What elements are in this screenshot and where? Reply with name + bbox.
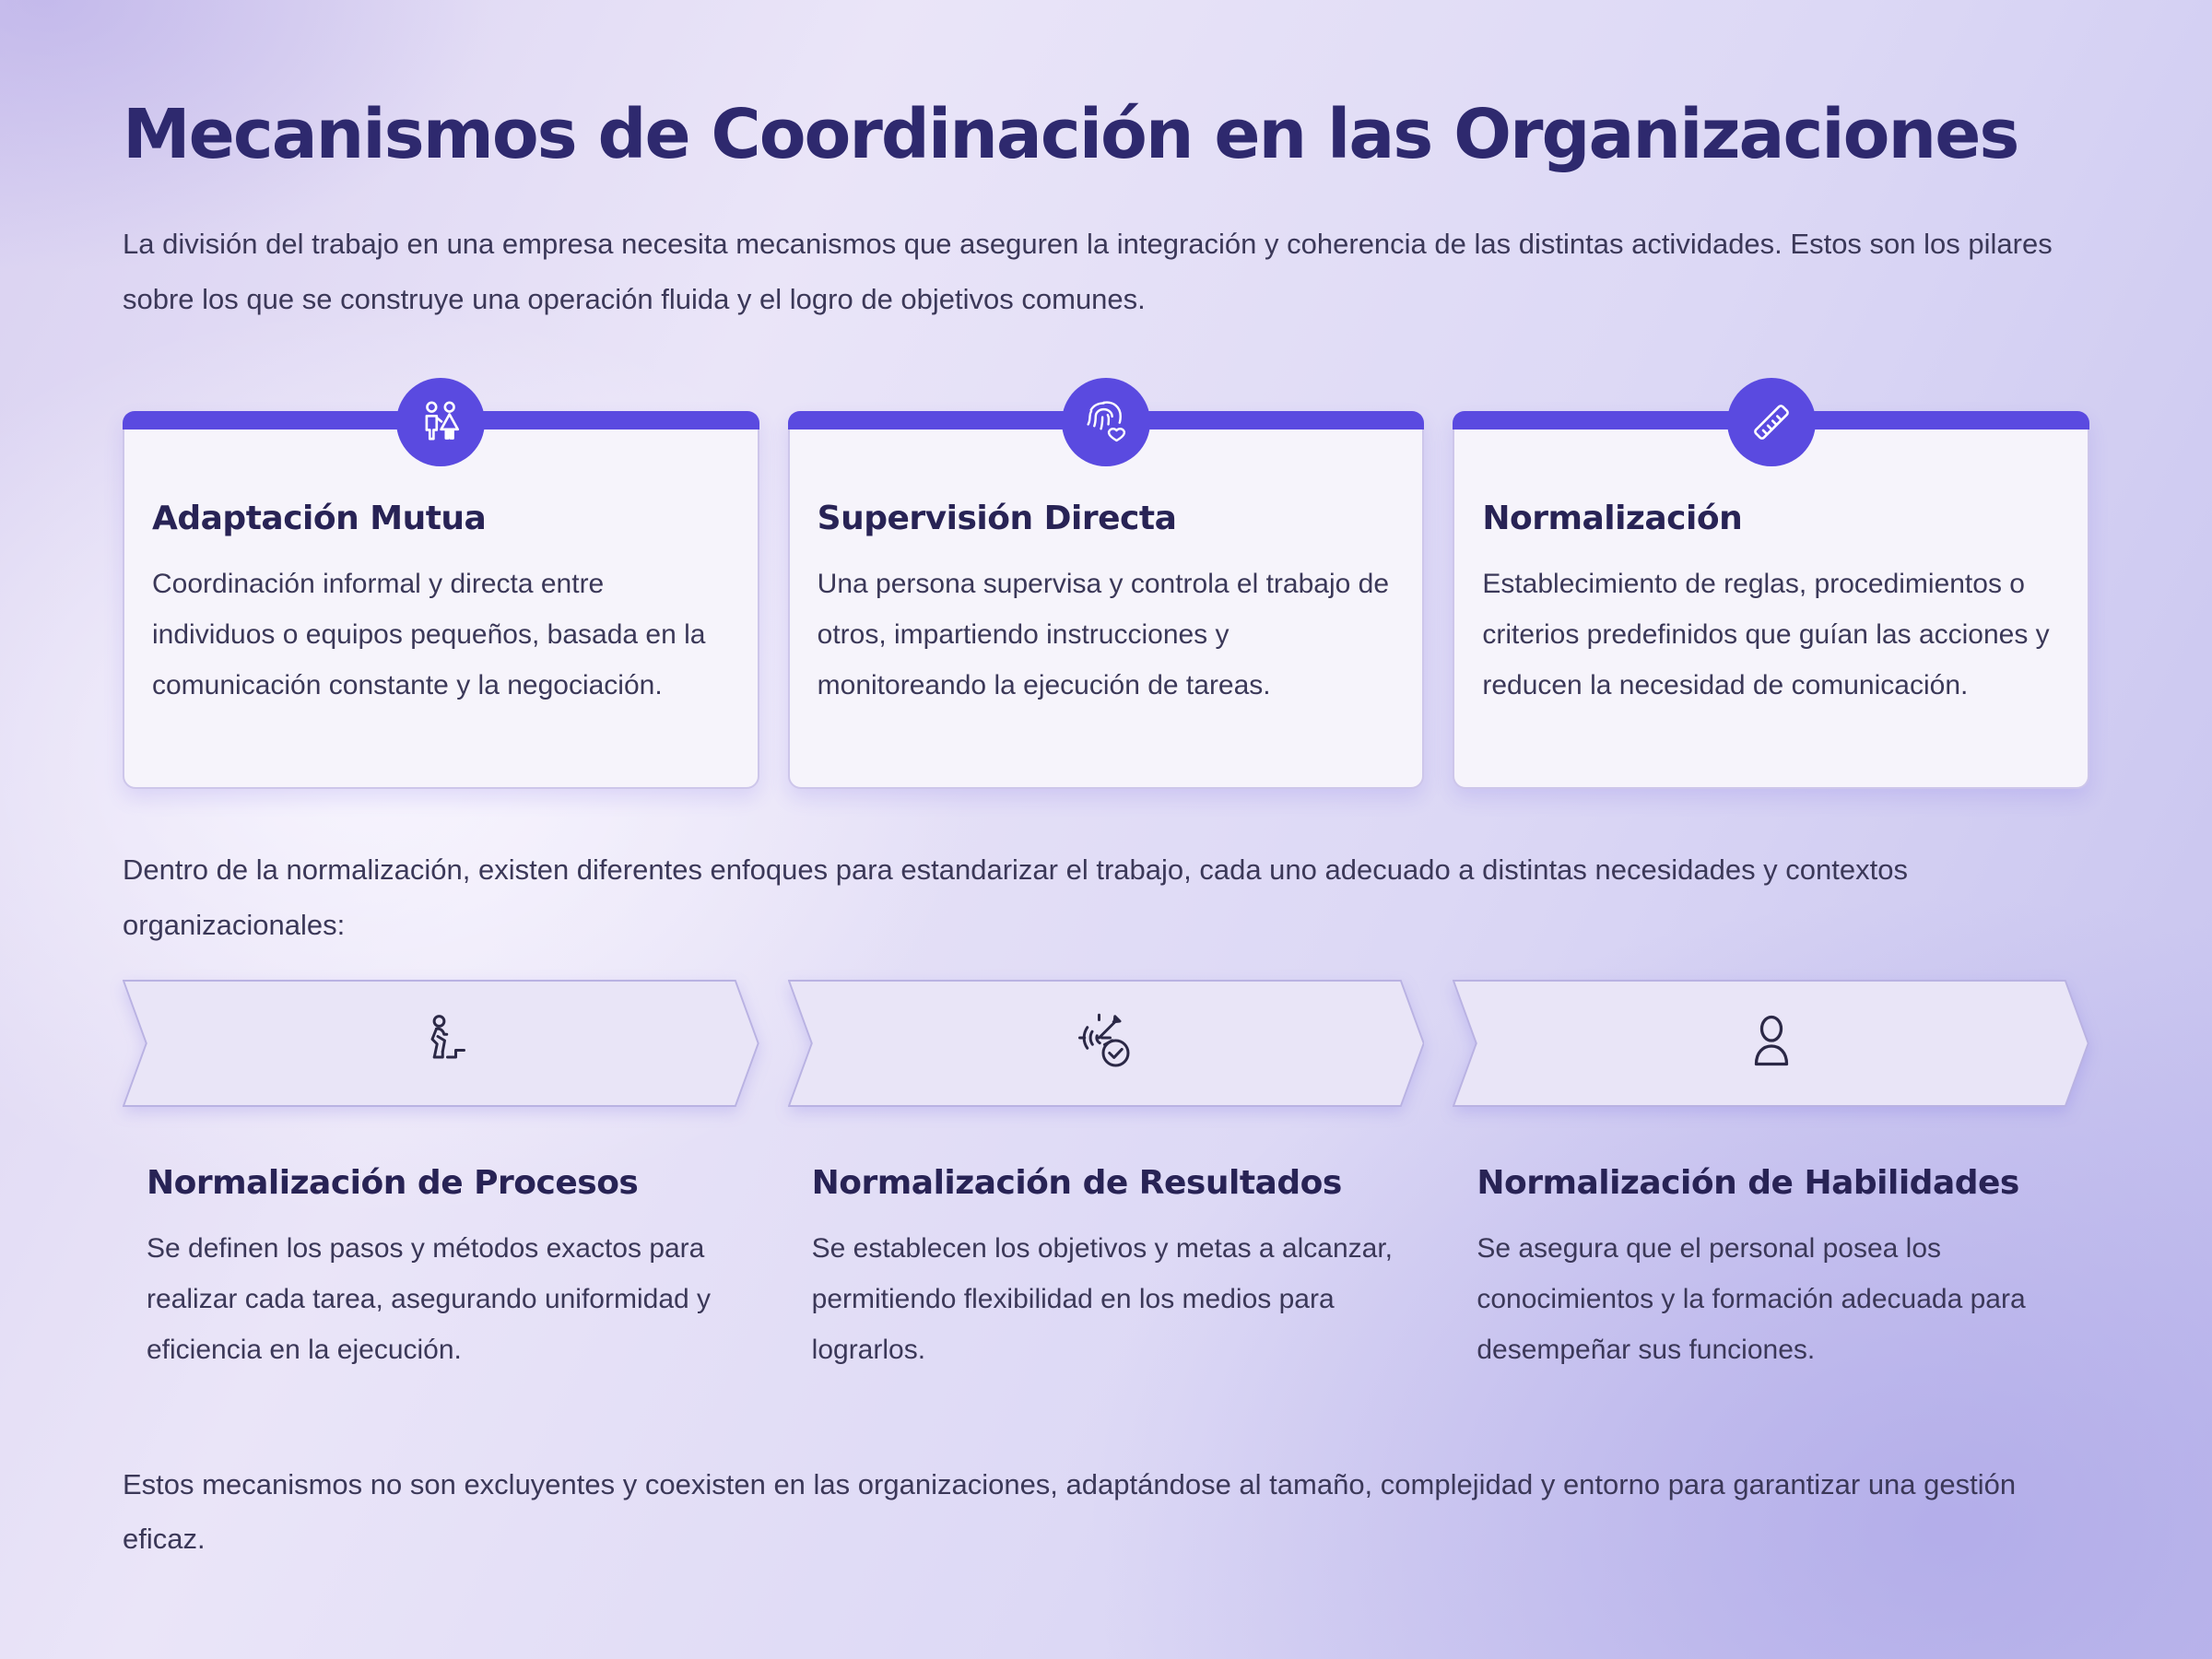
card-icon-badge bbox=[1062, 378, 1150, 466]
normalization-intro-paragraph: Dentro de la normalización, existen diferentes enfoques para estandarizar el trabajo, cada uno adecuado a distintas necesidades y contextos organizacionales: bbox=[123, 853, 1908, 941]
person-climbing-stairs-icon bbox=[407, 1010, 474, 1077]
card-description: Establecimiento de reglas, procedimientos o criterios predefinidos que guían las acciones y reducen la necesidad de comunicación. bbox=[1482, 569, 2050, 700]
chevron-procesos bbox=[123, 980, 759, 1107]
card-title: Supervisión Directa bbox=[817, 500, 1177, 538]
mechanism-cards-row bbox=[123, 411, 2089, 789]
normalization-chevrons-row bbox=[123, 980, 2089, 1107]
type-title: Normalización de Procesos bbox=[147, 1164, 639, 1203]
normalization-types-row bbox=[123, 1164, 2089, 1376]
type-resultados bbox=[788, 1164, 1425, 1376]
type-description: Se definen los pasos y métodos exactos para realizar cada tarea, asegurando uniformidad y eficiencia en la ejecución. bbox=[147, 1233, 712, 1365]
person-icon bbox=[1738, 1010, 1805, 1077]
card-icon-badge bbox=[1727, 378, 1816, 466]
intro-paragraph: La división del trabajo en una empresa necesita mecanismos que aseguren la integración y coherencia de las distintas actividades. Estos son los pilares sobre los que se construye una operación fluida y el logro de objetivos comunes. bbox=[123, 228, 2053, 315]
card-title: Adaptación Mutua bbox=[152, 500, 487, 538]
card-supervision-directa bbox=[788, 411, 1425, 789]
closing-paragraph: Estos mecanismos no son excluyentes y coexisten en las organizaciones, adaptándose al tamaño, complejidad y entorno para garantizar una gestión eficaz. bbox=[123, 1467, 2017, 1556]
type-procesos bbox=[123, 1164, 759, 1376]
card-adaptacion-mutua bbox=[123, 411, 759, 789]
type-habilidades bbox=[1453, 1164, 2089, 1376]
ruler-icon bbox=[1745, 395, 1798, 449]
type-title: Normalización de Resultados bbox=[811, 1164, 1342, 1203]
fingerprint-heart-icon bbox=[1079, 395, 1133, 449]
type-title: Normalización de Habilidades bbox=[1477, 1164, 2019, 1203]
chevron-resultados bbox=[788, 980, 1425, 1107]
type-description: Se establecen los objetivos y metas a alcanzar, permitiendo flexibilidad en los medios para lograrlos. bbox=[811, 1233, 1394, 1365]
chevron-habilidades bbox=[1453, 980, 2089, 1107]
card-icon-badge bbox=[396, 378, 485, 466]
card-description: Una persona supervisa y controla el trabajo de otros, impartiendo instrucciones y monitoreando la ejecución de tareas. bbox=[817, 569, 1390, 700]
target-arrow-check-icon bbox=[1073, 1010, 1139, 1077]
card-normalizacion bbox=[1453, 411, 2089, 789]
card-description: Coordinación informal y directa entre individuos o equipos pequeños, basada en la comunicación constante y la negociación. bbox=[152, 569, 706, 700]
card-title: Normalización bbox=[1482, 500, 1743, 538]
type-description: Se asegura que el personal posea los conocimientos y la formación adecuada para desempeñar sus funciones. bbox=[1477, 1233, 2026, 1365]
two-people-icon bbox=[414, 395, 467, 449]
page-title: Mecanismos de Coordinación en las Organizaciones bbox=[123, 95, 2018, 174]
